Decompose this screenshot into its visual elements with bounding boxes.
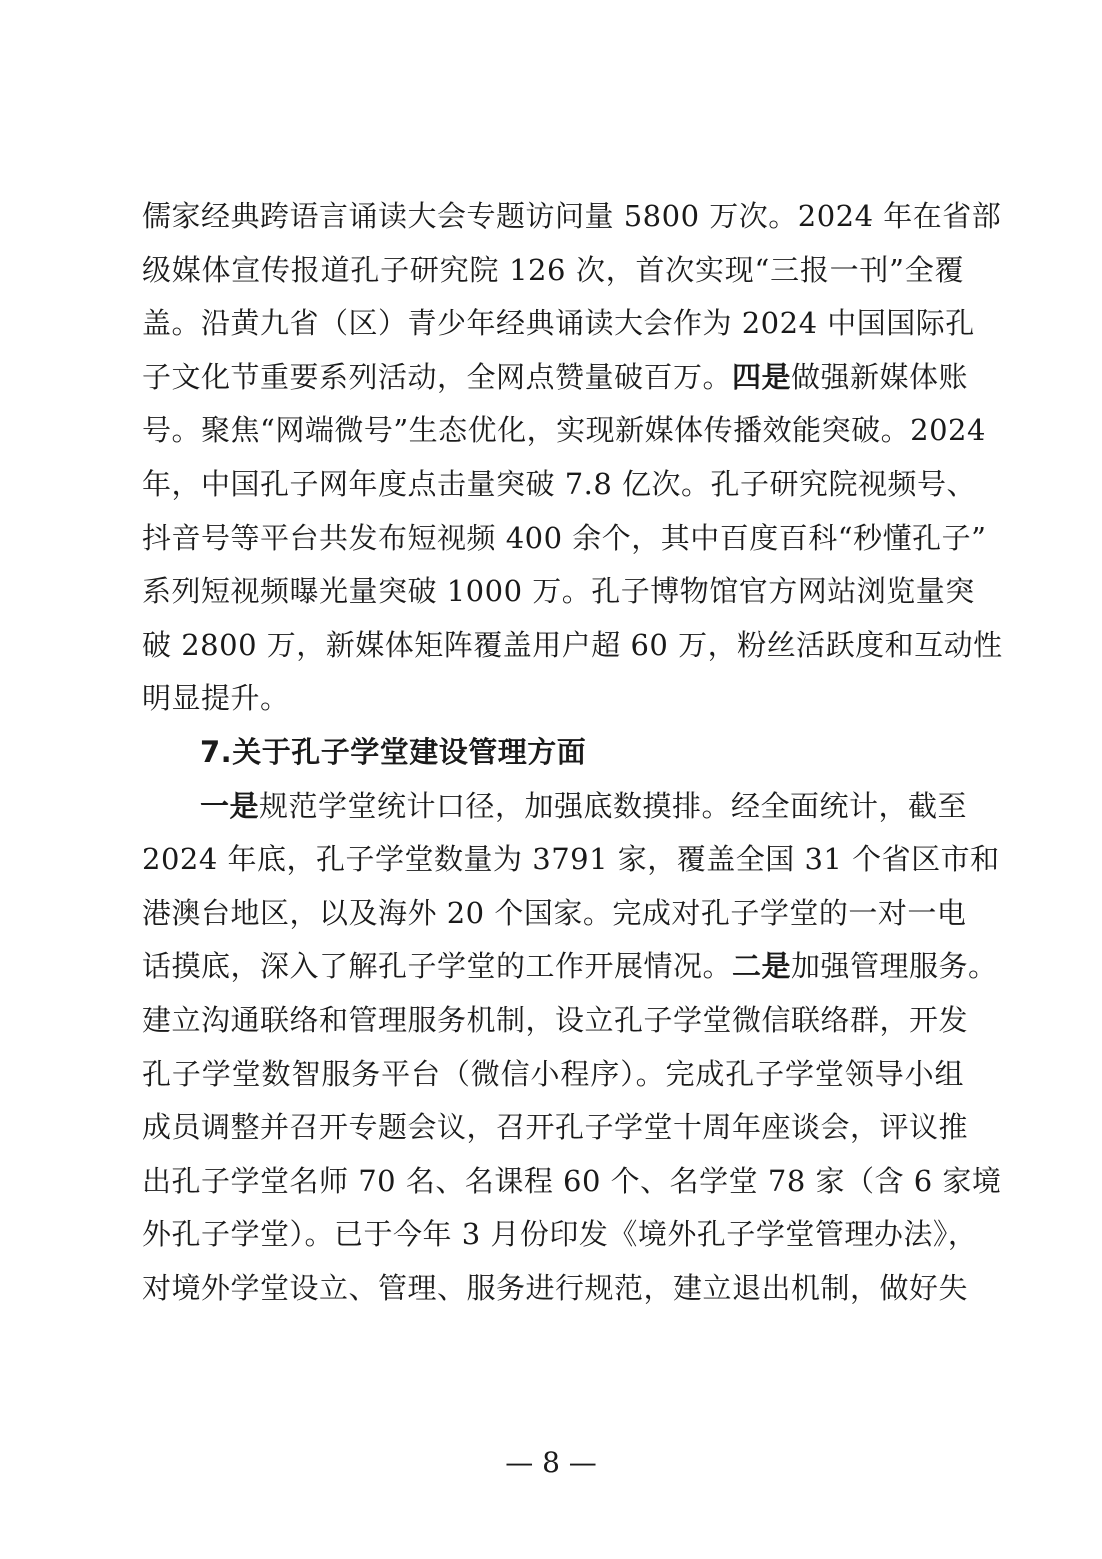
text-line: 建立沟通联络和管理服务机制，设立孔子学堂微信联络群，开发	[142, 1002, 969, 1037]
body-text	[142, 190, 1003, 1315]
text-segment: 做强新媒体账	[791, 359, 969, 394]
text-segment: 规范学堂统计口径，加强底数摸排。经全面统计，截至	[259, 788, 968, 823]
text-line: 年，中国孔子网年度点击量突破 7.8 亿次。孔子研究院视频号、	[142, 466, 977, 501]
text-line: 成员调整并召开专题会议，召开孔子学堂十周年座谈会，评议推	[142, 1110, 969, 1145]
text-segment: 子文化节重要系列活动，全网点赞量破百万。	[142, 359, 733, 394]
bold-lead: 二是	[732, 949, 792, 984]
text-line: 明显提升。	[142, 681, 290, 716]
text-line: 系列短视频曝光量突破 1000 万。孔子博物馆官方网站浏览量突	[142, 574, 975, 609]
text-line: 出孔子学堂名师 70 名、名课程 60 个、名学堂 78 家（含 6 家境	[142, 1163, 1002, 1198]
text-line: 对境外学堂设立、管理、服务进行规范，建立退出机制，做好失	[142, 1270, 969, 1305]
text-line: 2024 年底，孔子学堂数量为 3791 家，覆盖全国 31 个省区市和	[142, 842, 1000, 877]
text-line	[142, 780, 968, 834]
text-line: 破 2800 万，新媒体矩阵覆盖用户超 60 万，粉丝活跃度和互动性	[142, 627, 1003, 662]
text-line: 港澳台地区，以及海外 20 个国家。完成对孔子学堂的一对一电	[142, 895, 967, 930]
page-number: — 8 —	[505, 1446, 597, 1479]
text-line: 孔子学堂数智服务平台（微信小程序）。完成孔子学堂领导小组	[142, 1056, 964, 1091]
text-line: 盖。沿黄九省（区）青少年经典诵读大会作为 2024 中国国际孔	[142, 306, 975, 341]
text-line: 号。聚焦“网端微号”生态优化，实现新媒体传播效能突破。2024	[142, 413, 986, 448]
text-line: 抖音号等平台共发布短视频 400 余个，其中百度百科“秒懂孔子”	[142, 520, 987, 555]
bold-lead: 一是	[200, 788, 260, 823]
section-heading: 7.关于孔子学堂建设管理方面	[200, 734, 587, 769]
text-line: 儒家经典跨语言诵读大会专题访问量 5800 万次。2024 年在省部	[142, 199, 1002, 233]
text-segment: 话摸底，深入了解孔子学堂的工作开展情况。	[142, 949, 733, 984]
text-segment: 加强管理服务。	[791, 949, 998, 984]
text-line: 级媒体宣传报道孔子研究院 126 次，首次实现“三报一刊”全覆	[142, 252, 964, 287]
bold-lead: 四是	[732, 359, 792, 394]
text-line	[142, 351, 969, 405]
text-line: 外孔子学堂）。已于今年 3 月份印发《境外孔子学堂管理办法》，	[142, 1217, 978, 1252]
text-line	[142, 940, 998, 994]
